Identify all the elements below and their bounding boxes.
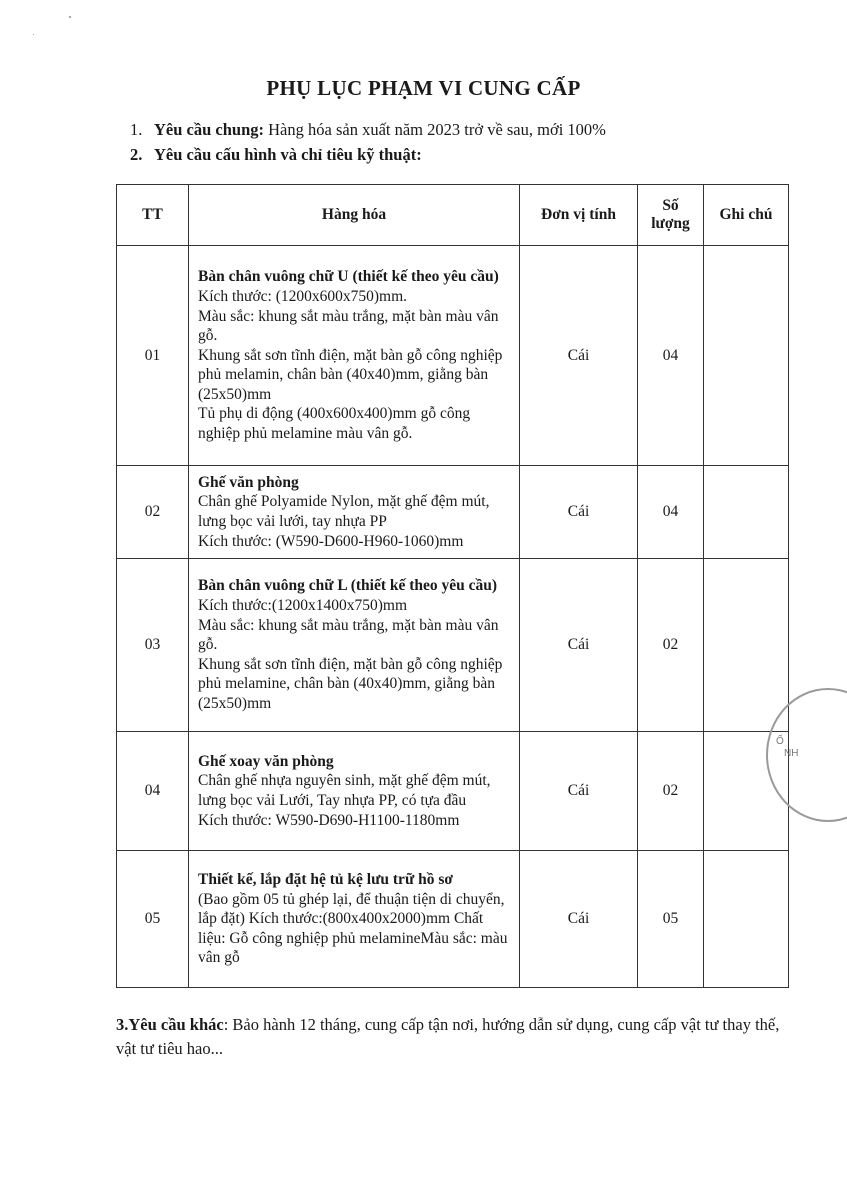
technical-requirement [130,145,422,165]
table-row [117,246,789,466]
header-qty: Số lượng [638,185,704,246]
requirement-label: Yêu cầu cấu hình và chỉ tiêu kỹ thuật: [154,145,422,164]
cell-item [189,246,520,466]
table-row [117,851,789,988]
cell-unit: Cái [520,732,638,851]
header-tt: TT [117,185,189,246]
scan-speck [33,34,34,35]
page-title: PHỤ LỤC PHẠM VI CUNG CẤP [266,76,581,100]
cell-tt: 01 [117,246,189,466]
cell-note [704,851,789,988]
cell-tt: 03 [117,559,189,732]
cell-unit: Cái [520,246,638,466]
header-item: Hàng hóa [189,185,520,246]
item-name: Ghế xoay văn phòng [198,752,334,770]
stamp-text-line: NH [784,748,799,759]
cell-item [189,559,520,732]
item-description: Chân ghế Polyamide Nylon, mặt ghế đệm mút, lưng bọc vải lưới, tay nhựa PP Kích thước: (W590-D600-H960-1060)mm [198,493,490,550]
requirement-text: Hàng hóa sản xuất năm 2023 trở về sau, mới 100% [264,120,606,139]
other-label: 3.Yêu cầu khác [116,1015,224,1034]
general-requirement [130,120,606,140]
requirement-number: 1. [130,120,143,139]
cell-tt: 05 [117,851,189,988]
specification-table [116,184,789,988]
item-name: Bàn chân vuông chữ L (thiết kế theo yêu cầu) [198,577,498,595]
item-name: Bàn chân vuông chữ U (thiết kế theo yêu cầu) [198,268,499,286]
requirement-number: 2. [130,145,143,164]
cell-tt: 04 [117,732,189,851]
cell-unit: Cái [520,559,638,732]
table-row [117,466,789,559]
item-description: Kích thước: (1200x600x750)mm. Màu sắc: khung sắt màu trắng, mặt bàn màu vân gỗ. Khung sắt sơn tĩnh điện, mặt bàn gỗ công nghiệp phủ melamin, chân bàn (40x40)mm, giằng bàn (25x50)mm Tủ phụ di động (400x600x400)mm gỗ công nghiệp phủ melamine màu vân gỗ. [198,287,503,443]
cell-unit: Cái [520,466,638,559]
scan-speck [69,16,71,18]
item-description: Kích thước:(1200x1400x750)mm Màu sắc: khung sắt màu trắng, mặt bàn màu vân gỗ. Khung sắt sơn tĩnh điện, mặt bàn gỗ công nghiệp phủ melamine, chân bàn (40x40)mm, giằng bàn (25x50)mm [198,597,503,712]
item-name: Ghế văn phòng [198,473,299,491]
cell-note [704,559,789,732]
cell-qty: 05 [638,851,704,988]
item-name: Thiết kế, lắp đặt hệ tủ kệ lưu trữ hồ sơ [198,871,453,889]
cell-unit: Cái [520,851,638,988]
cell-qty: 04 [638,466,704,559]
cell-qty: 02 [638,559,704,732]
cell-note [704,466,789,559]
requirement-label: Yêu cầu chung: [154,120,265,139]
item-description: Chân ghế nhựa nguyên sinh, mặt ghế đệm mút, lưng bọc vải Lưới, Tay nhựa PP, có tựa đầu Kích thước: W590-D690-H1100-1180mm [198,772,491,829]
cell-note [704,246,789,466]
table-row [117,732,789,851]
stamp-text-line: Ố [776,736,784,747]
cell-item [189,851,520,988]
header-note: Ghi chú [704,185,789,246]
cell-qty: 02 [638,732,704,851]
other-requirements [116,1013,796,1061]
cell-tt: 02 [117,466,189,559]
item-description: (Bao gồm 05 tủ ghép lại, để thuận tiện di chuyển, lắp đặt) Kích thước:(800x400x2000)mm Chất liệu: Gỗ công nghiệp phủ melamineMàu sắc: màu vân gỗ [198,890,508,967]
table-row [117,559,789,732]
stamp-text [776,736,798,760]
cell-item [189,732,520,851]
header-unit: Đơn vị tính [520,185,638,246]
table-header-row [117,185,789,246]
other-text: : Bảo hành 12 tháng, cung cấp tận nơi, hướng dẫn sử dụng, cung cấp vật tư thay thế, vật tư tiêu hao... [116,1015,780,1058]
cell-qty: 04 [638,246,704,466]
cell-item [189,466,520,559]
